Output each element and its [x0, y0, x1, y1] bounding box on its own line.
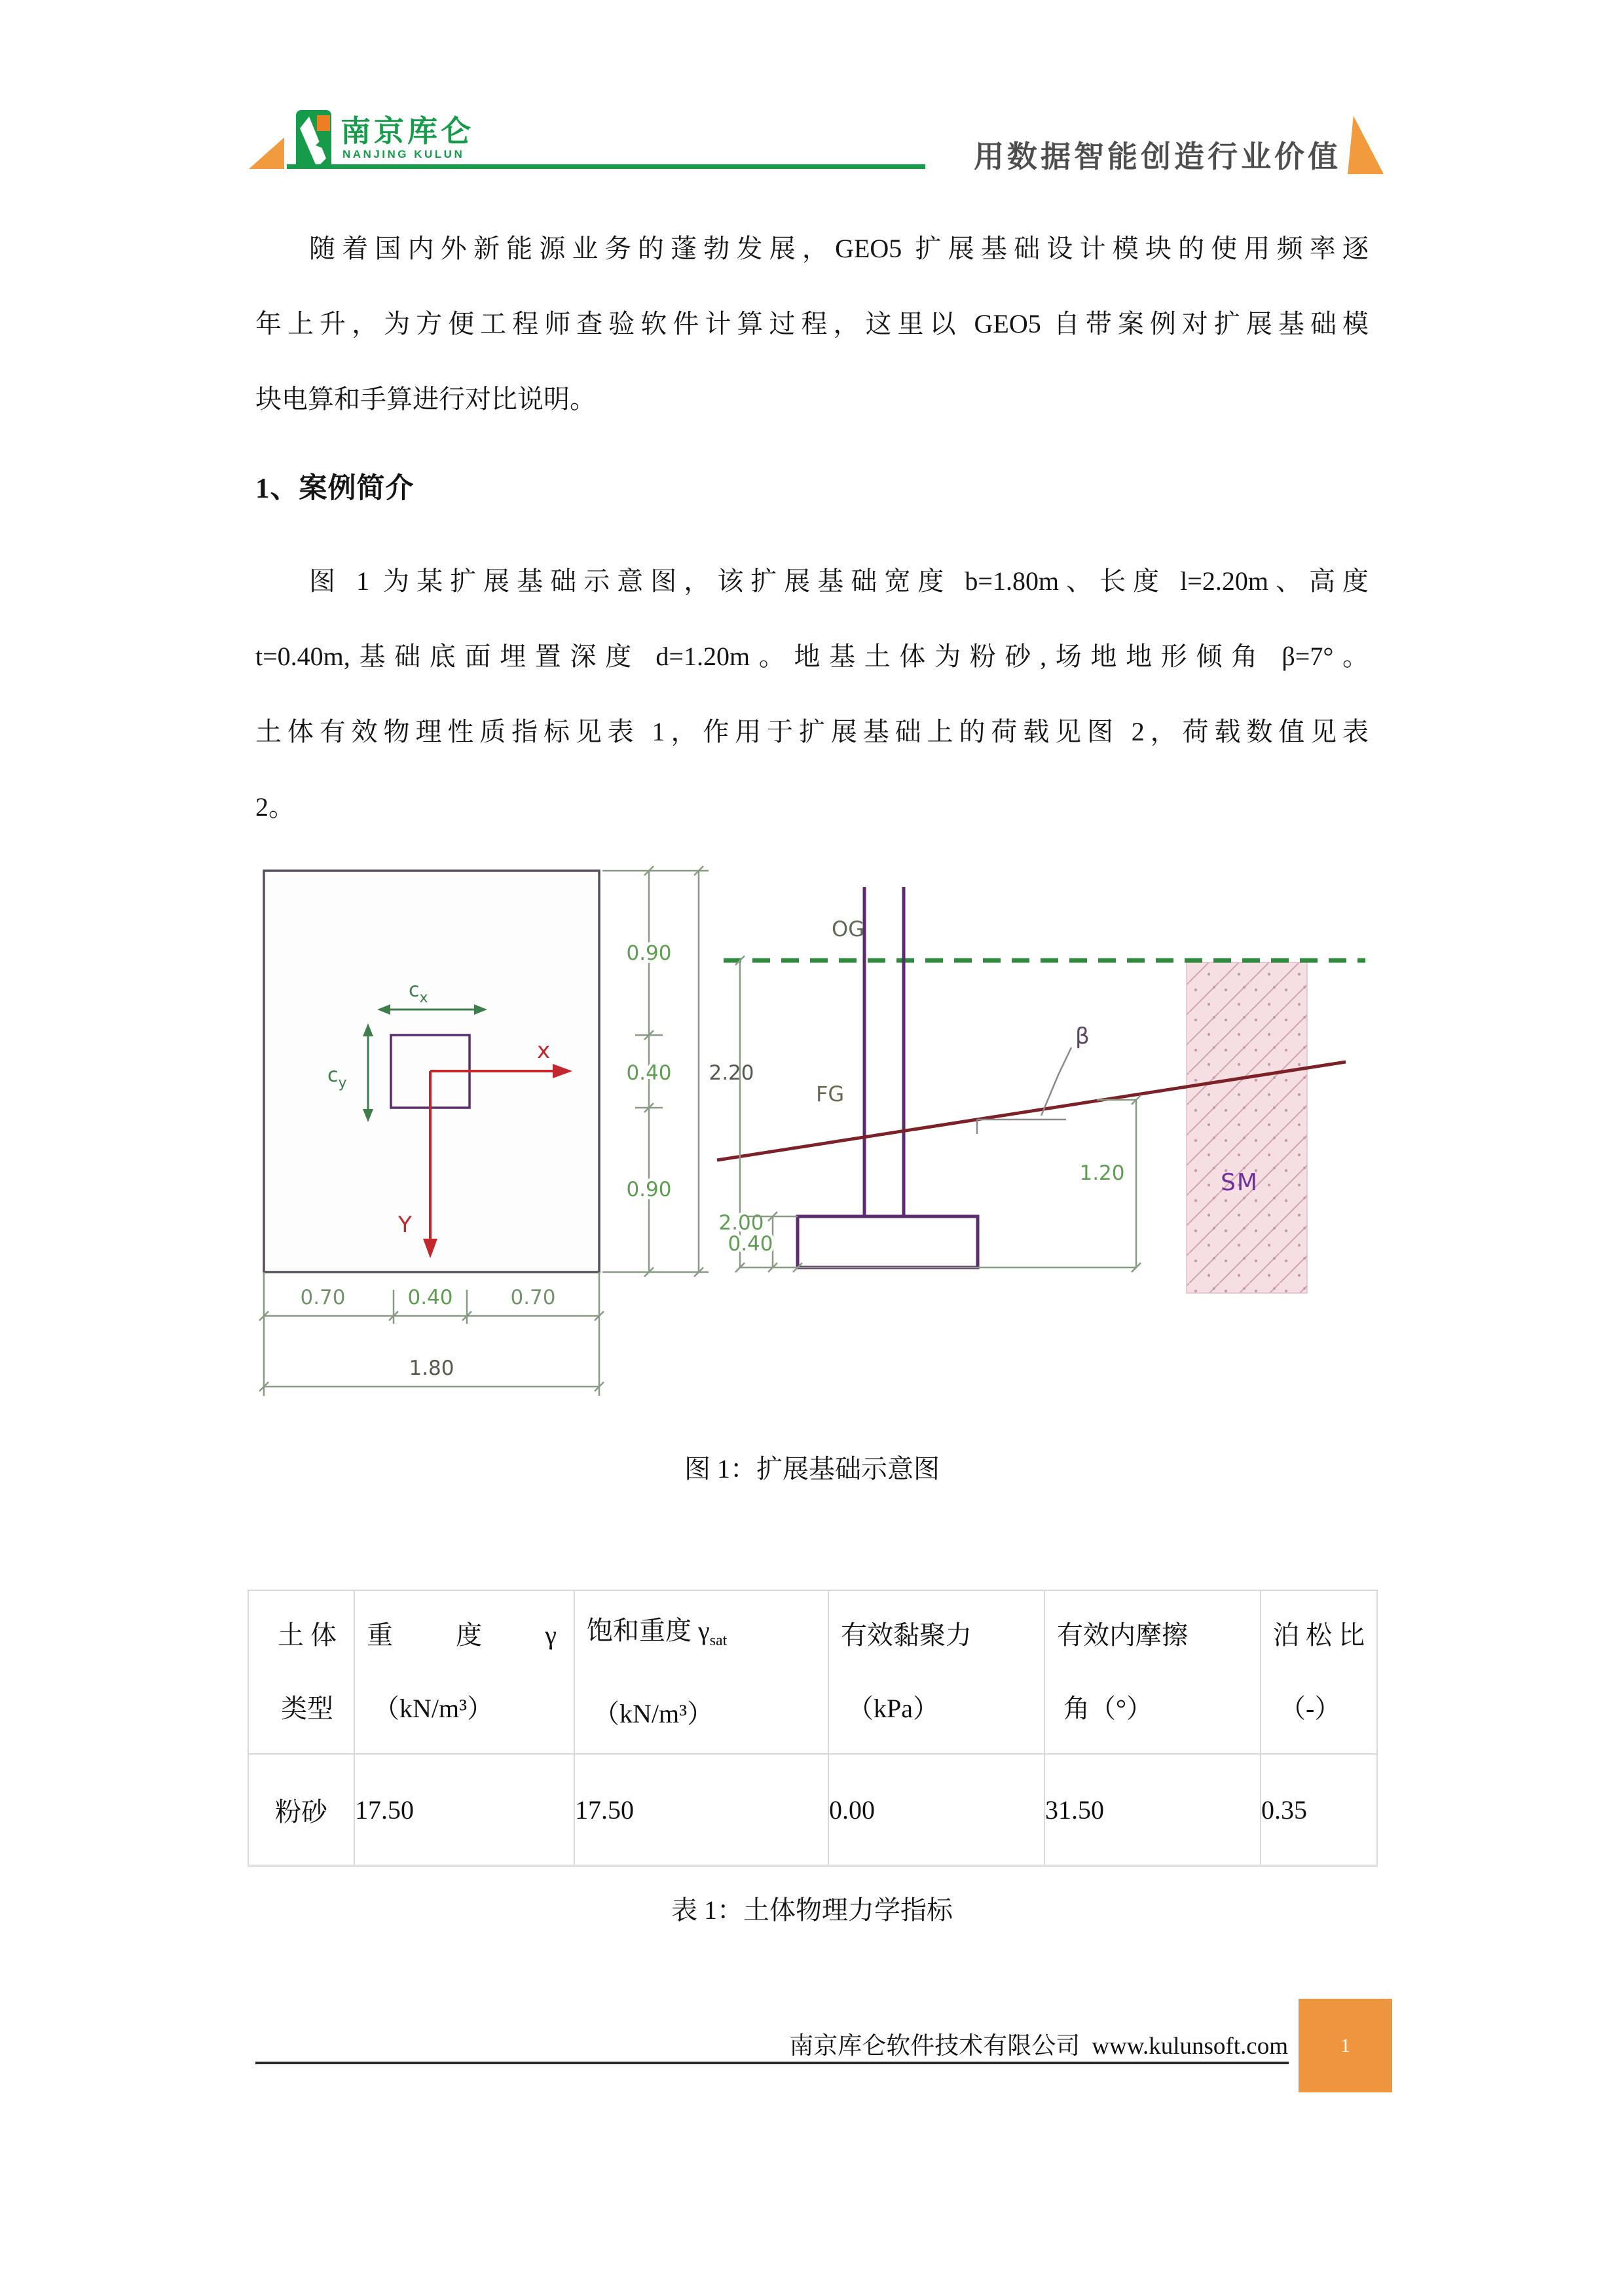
dim-070-right: 0.70: [510, 1286, 556, 1309]
footer-divider-line: [255, 2062, 1289, 2064]
dim-040-footing: 0.40: [728, 1232, 773, 1256]
dim-180-total: 1.80: [409, 1357, 454, 1380]
page-number: 1: [1340, 2034, 1350, 2056]
beta-label: β: [1075, 1023, 1090, 1049]
figure-foundation-diagram: [255, 831, 1369, 1440]
dim-040-center: 0.40: [407, 1286, 453, 1309]
table-caption: 表 1：土体物理力学指标: [671, 1895, 953, 1925]
plan-view: [259, 866, 754, 1396]
header-right-triangle-icon: [1348, 116, 1384, 174]
table-header-row: [248, 1590, 1377, 1754]
figure-caption: 图 1：扩展基础示意图: [684, 1454, 940, 1484]
y-axis-label: Y: [398, 1212, 412, 1238]
company-logo-subtext: NANJING KULUN: [342, 148, 465, 160]
paragraph-line: t=0.40m,基础底面埋置深度 d=1.20m。地基土体为粉砂,场地地形倾角 β=7°。: [255, 642, 1369, 671]
cell-soil-type: 粉砂: [248, 1754, 354, 1866]
cell-unit-weight: 17.50: [354, 1754, 574, 1866]
col-header-poisson-ratio: 泊 松 比 （-）: [1261, 1590, 1377, 1754]
soil-band-sm: [1187, 962, 1307, 1293]
col-header-unit-weight: 重 度 γ （kN/m³）: [354, 1590, 574, 1754]
company-logo-text: 南京库仑: [341, 114, 474, 148]
paragraph-line: 2。: [255, 792, 295, 822]
page-number-badge: [1299, 1999, 1392, 2092]
col-header-cohesion: 有效黏聚力 （kPa）: [828, 1590, 1044, 1754]
dim-200: 2.00: [718, 1211, 764, 1235]
paragraph-line: 年上升，为方便工程师查验软件计算过程，这里以 GEO5 自带案例对扩展基础模: [255, 309, 1369, 338]
footer-website: www.kulunsoft.com: [1092, 2033, 1288, 2060]
intro-paragraph: [255, 211, 1369, 437]
og-label: OG: [832, 917, 864, 941]
header-divider-line: [287, 164, 925, 169]
company-logo-icon: [296, 110, 331, 169]
paragraph-line: 图 1 为某扩展基础示意图，该扩展基础宽度 b=1.80m、长度 l=2.20m、高度: [309, 566, 1369, 596]
sm-label: SM: [1221, 1169, 1259, 1196]
cell-poisson-ratio: 0.35: [1261, 1754, 1377, 1866]
header-left-triangle-icon: [249, 137, 284, 169]
dim-220-total: 2.20: [709, 1061, 754, 1085]
cell-friction-angle: 31.50: [1044, 1754, 1261, 1866]
section-heading: 1、案例简介: [255, 473, 415, 504]
paragraph-line: 随着国内外新能源业务的蓬勃发展，GEO5 扩展基础设计模块的使用频率逐: [309, 234, 1369, 263]
dim-070-left: 0.70: [300, 1286, 346, 1309]
beta-angle-annotation: [977, 1048, 1071, 1134]
paragraph-line: 块电算和手算进行对比说明。: [255, 384, 596, 414]
x-axis-label: x: [537, 1038, 551, 1064]
cx-label: $c_x$: [409, 979, 428, 1006]
soil-properties-table: [248, 1590, 1378, 1867]
cy-label: $c_y$: [327, 1064, 347, 1091]
table-row: [248, 1754, 1377, 1866]
col-header-soil-type: 土 体 类型: [248, 1590, 354, 1754]
dim-090-top: 0.90: [626, 941, 672, 965]
cell-cohesion: 0.00: [828, 1754, 1044, 1866]
paragraph-line: 土体有效物理性质指标见表 1，作用于扩展基础上的荷载见图 2，荷载数值见表: [255, 717, 1369, 746]
case-description-paragraph: [255, 543, 1369, 845]
footing-section: [798, 1216, 978, 1267]
dim-120: 1.20: [1079, 1161, 1125, 1185]
dim-090-bottom: 0.90: [626, 1178, 672, 1201]
header-slogan: 用数据智能创造行业价值: [974, 139, 1341, 173]
section-view: [717, 887, 1365, 1293]
column-section: [864, 887, 904, 1216]
cell-saturated-weight: 17.50: [574, 1754, 828, 1866]
fg-label: FG: [816, 1082, 845, 1106]
footer-company-info: [255, 2026, 1288, 2061]
col-header-friction-angle: 有效内摩擦 角（°）: [1044, 1590, 1261, 1754]
footer-company-name: 南京库仑软件技术有限公司: [789, 2033, 1080, 2060]
col-header-saturated-weight: 饱和重度 $\gamma_{sat}$ （kN/m³）: [574, 1590, 828, 1754]
dim-040-mid: 0.40: [626, 1061, 672, 1085]
